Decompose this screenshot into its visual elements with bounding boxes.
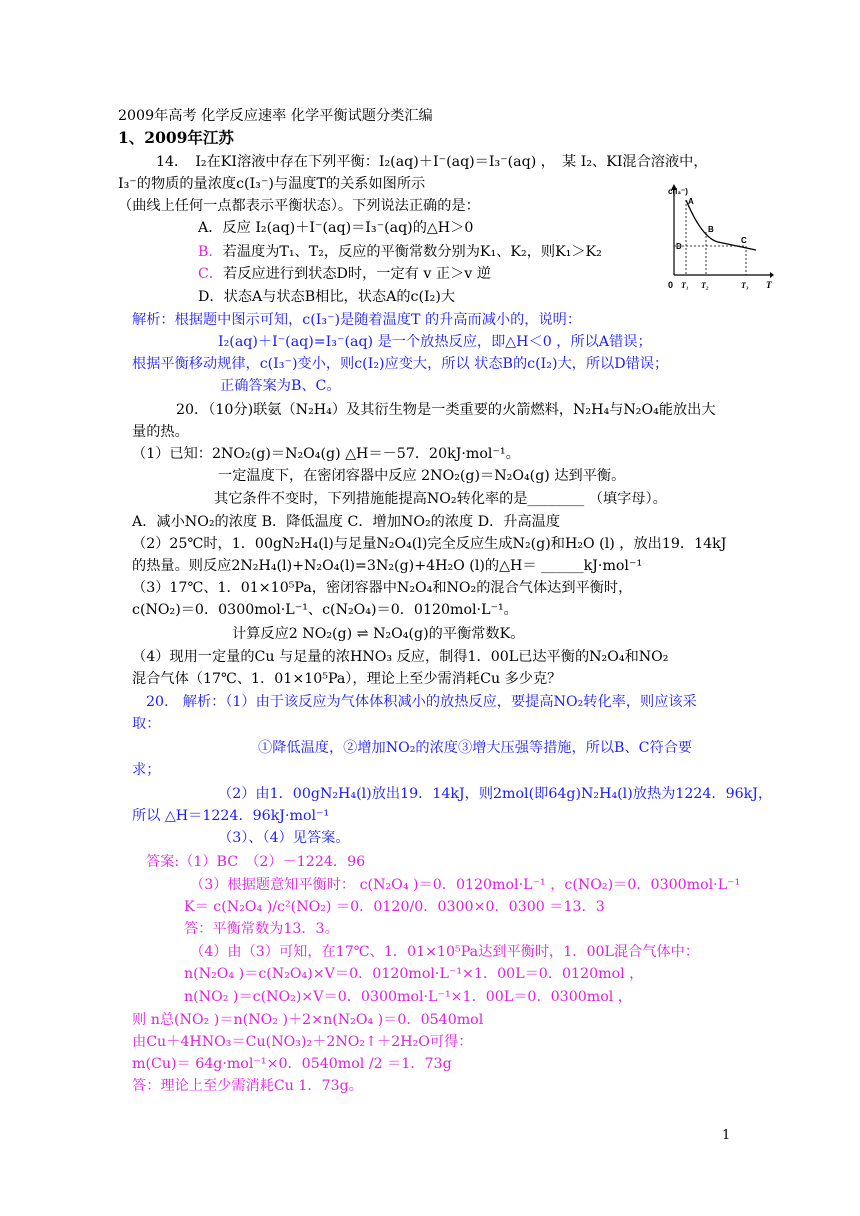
q20-answer-4: （4）由（3）可知，在17℃、1．01×10⁵Pa达到平衡时，1．00L混合气体中： [190,944,700,960]
q20-stem-2: 量的热。 [132,424,189,440]
q20-part3-line3: 计算反应2 NO₂(g) ⇌ N₂O₄(g)的平衡常数K。 [232,626,525,642]
q20-answer-3b: K＝ c(N₂O₄ )/c²(NO₂) ＝0．0120/0．0300×0．0300 ＝13．3 [184,899,605,915]
q20-answer-3c: 答：平衡常数为13．3。 [184,921,339,937]
q20-answer-4e: 由Cu＋4HNO₃＝Cu(NO₃)₂＋2NO₂↑＋2H₂O可得： [132,1034,473,1050]
document-header: 2009年高考 化学反应速率 化学平衡试题分类汇编 [118,108,433,124]
q20-part3-line2: c(NO₂)＝0．0300mol·L⁻¹、c(N₂O₄)＝0．0120mol·L⁻¹。 [132,602,518,618]
q20-analysis-3b: 所以 △H＝1224．96kJ·mol⁻¹ [132,808,330,824]
section-title: 1、2009年江苏 [118,128,234,147]
point-c-label: C [741,236,747,245]
q14-analysis-1: 解析：根据题中图示可知，c(I₃⁻)是随着温度T 的升高而减小的，说明： [132,312,582,328]
q20-stem: 20．（10分)联氨（N₂H₄）及其衍生物是一类重要的火箭燃料，N₂H₄与N₂O₄能放出大 [176,402,716,418]
q20-answer-4b: n(N₂O₄ )＝c(N₂O₄)×V＝0．0120mol·L⁻¹×1．00L＝0．0120mol ， [184,966,644,982]
q20-part1: （1）已知：2NO₂(g)＝N₂O₄(g) △H＝－57．20kJ·mol⁻¹。 [132,446,520,462]
q20-part1-options: A．减小NO₂的浓度 B．降低温度 C．增加NO₂的浓度 D．升高温度 [132,514,561,530]
point-d-label: D [676,242,682,251]
q20-answer-4f: m(Cu)＝ 64g·mol⁻¹×0．0540mol /2 ＝1．73g [132,1056,452,1072]
q20-answer-final: 答：理论上至少需消耗Cu 1．73g。 [132,1078,363,1094]
q14-answer: 正确答案为B、C。 [220,378,341,394]
q20-analysis-1: 20. 解析：（1）由于该反应为气体体积减小的放热反应，要提高NO₂转化率，则应该采 [146,694,697,710]
q20-analysis-4: （3）、（4）见答案。 [218,830,350,846]
q14-analysis-2: I₂(aq)＋I⁻(aq)=I₃⁻(aq) 是一个放热反应，即△H＜0 ，所以A错误； [218,334,652,350]
q20-analysis-3: （2）由1．00gN₂H₄(l)放出19．14kJ，则2mol(即64g)N₂H₄(l)放热为1224．96kJ， [218,786,773,802]
q20-answer-4c: n(NO₂ )＝c(NO₂)×V＝0．0300mol·L⁻¹×1．00L＝0．0300mol ， [184,989,632,1005]
q20-part4-line2: 混合气体（17℃、1．01×10⁵Pa），理论上至少需消耗Cu 多少克？ [132,671,562,687]
q14-option-c-letter: C． [198,266,224,282]
q20-analysis-2b: 求； [132,762,161,778]
q14-analysis-3: 根据平衡移动规律，c(I₃⁻)变小，则c(I₂)应变大，所以 状态B的c(I₂)大，所以D错误； [132,356,669,372]
q14-stem: 14． I₂在KI溶液中存在下列平衡：I₂(aq)＋I⁻(aq)＝I₃⁻(aq) ， 某 I₂、KI混合溶液中， [156,154,708,170]
y-axis-label: c(I₃⁻) [668,187,688,196]
q20-answer-4d: 则 n总(NO₂ )＝n(NO₂ )＋2×n(N₂O₄ )＝0．0540mol [132,1012,484,1028]
q20-part4: （4）现用一定量的Cu 与足量的浓HNO₃ 反应，制得1．00L已达平衡的N₂O₄和NO₂ [132,649,669,665]
point-a-label: A [688,197,694,206]
tick-t3: T₃ [741,281,749,290]
concentration-temperature-graph [662,180,774,292]
origin-label: 0 [668,280,674,290]
q14-option-a: A．反应 I₂(aq)＋I⁻(aq)＝I₃⁻(aq)的△H＞0 [198,220,474,236]
x-axis-label: T [766,280,772,290]
q20-analysis-1b: 取： [132,716,161,732]
x-axis-arrow [770,272,774,278]
q14-line2: I₃⁻的物质的量浓度c(I₃⁻)与温度T的关系如图所示 [118,176,426,192]
q14-line3: （曲线上任何一点都表示平衡状态）。下列说法正确的是： [118,198,480,214]
tick-t2: T₂ [701,281,709,290]
q20-part2-line2: 的热量。则反应2N₂H₄(l)+N₂O₄(l)=3N₂(g)+4H₂O (l)的△H＝ ______kJ·mol⁻¹ [132,558,643,574]
q14-option-b-letter: B． [198,244,223,260]
q20-part3: （3）17℃、1．01×10⁵Pa，密闭容器中N₂O₄和NO₂的混合气体达到平衡时， [132,580,633,596]
q20-part2: （2）25℃时，1．00gN₂H₄(l)与足量N₂O₄(l)完全反应生成N₂(g)和H₂O (l) ，放出19．14kJ [132,536,727,552]
q20-answer-3: （3）根据题意知平衡时： c(N₂O₄ )＝0．0120mol·L⁻¹ ，c(NO₂)＝0．0300mol·L⁻¹ [190,877,741,893]
q20-part1-line3: 其它条件不变时，下列措施能提高NO₂转化率的是________ （填字母）。 [214,491,667,507]
q20-part1-line2: 一定温度下，在密闭容器中反应 2NO₂(g)＝N₂O₄(g) 达到平衡。 [218,468,626,484]
tick-t1: T₁ [681,281,689,290]
q20-analysis-2: ①降低温度，②增加NO₂的浓度③增大压强等措施，所以B、C符合要 [258,740,693,756]
q14-option-d: D．状态A与状态B相比，状态A的c(I₂)大 [198,289,456,305]
q14-option-c: C．若反应进行到状态D时，一定有 v 正＞v 逆 [198,266,491,282]
q20-answer-1: 答案:（1）BC （2）－1224．96 [146,854,366,870]
q14-option-b: B．若温度为T₁、T₂，反应的平衡常数分别为K₁、K₂，则K₁＞K₂ [198,244,602,260]
point-b-label: B [708,225,714,234]
page-number: 1 [722,1128,731,1143]
